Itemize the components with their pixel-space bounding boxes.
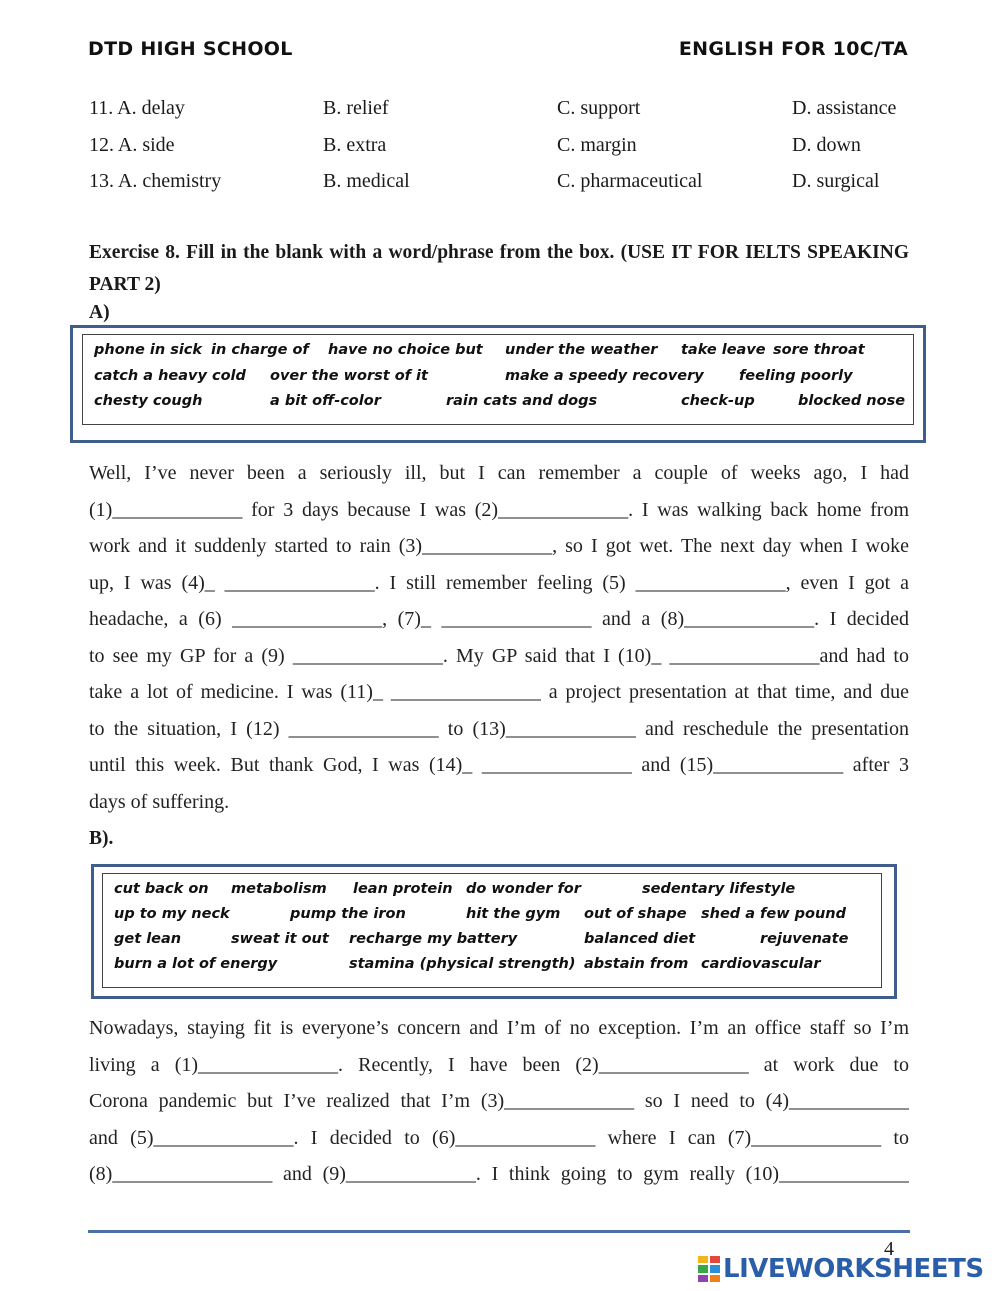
- word-chip: check-up: [681, 393, 755, 409]
- paragraph-line: living a (1)______________. Recently, I have been (2)_______________ at work due to: [89, 1053, 909, 1076]
- option-a: 12. A. side: [89, 134, 175, 156]
- option-a: 11. A. delay: [89, 97, 185, 119]
- section-a-label: A): [89, 302, 110, 323]
- word-chip: burn a lot of energy: [114, 956, 278, 972]
- word-chip: pump the iron: [290, 906, 406, 922]
- question-row-11: [0, 97, 1000, 127]
- word-chip: metabolism: [231, 881, 327, 897]
- word-chip: chesty cough: [94, 393, 203, 409]
- section-b-label: B).: [89, 828, 114, 849]
- paragraph-line: to see my GP for a (9) _______________. My GP said that I (10)_ _______________and had to: [89, 644, 909, 667]
- option-a: 13. A. chemistry: [89, 170, 222, 192]
- paragraph-line: take a lot of medicine. I was (11)_ _______________ a project presentation at that time, and due: [89, 681, 909, 703]
- paragraph-line: to the situation, I (12) _______________ to (13)_____________ and reschedule the presentation: [89, 717, 909, 740]
- word-chip: make a speedy recovery: [505, 368, 704, 384]
- paragraph-line: Nowadays, staying fit is everyone’s concern and I’m of no exception. I’m an office staff so I’m: [89, 1017, 909, 1039]
- word-chip: sweat it out: [231, 931, 329, 947]
- word-chip: hit the gym: [466, 906, 561, 922]
- option-d: D. down: [792, 134, 861, 156]
- liveworksheets-logo-icon: [698, 1256, 720, 1282]
- option-b: B. extra: [323, 134, 387, 156]
- word-chip: rain cats and dogs: [446, 393, 598, 409]
- word-chip: shed a few pound: [701, 906, 846, 922]
- section-a-paragraph: [89, 455, 909, 820]
- word-chip: catch a heavy cold: [94, 368, 246, 384]
- paragraph-line: Well, I’ve never been a seriously ill, but I can remember a couple of weeks ago, I had: [89, 462, 909, 484]
- question-row-12: [0, 134, 1000, 164]
- option-d: D. surgical: [792, 170, 880, 192]
- paragraph-line: days of suffering.: [89, 790, 230, 813]
- option-c: C. support: [557, 97, 641, 119]
- page-number: 4: [884, 1238, 894, 1260]
- word-chip: cardiovascular: [701, 956, 821, 972]
- option-c: C. margin: [557, 134, 637, 156]
- word-chip: sore throat: [773, 342, 865, 358]
- word-chip: stamina (physical strength): [349, 956, 576, 972]
- footer-divider: [88, 1230, 910, 1233]
- word-chip: in charge of: [211, 342, 309, 358]
- paragraph-line: Corona pandemic but I’ve realized that I’m (3)_____________ so I need to (4)____________: [89, 1090, 909, 1112]
- option-b: B. medical: [323, 170, 410, 192]
- paragraph-line: (1)_____________ for 3 days because I was (2)_____________. I was walking back home from: [89, 498, 909, 521]
- word-chip: have no choice but: [328, 342, 483, 358]
- exercise-title: Exercise 8. Fill in the blank with a word/phrase from the box. (USE IT FOR IELTS SPEAKING PART 2): [89, 242, 909, 295]
- paragraph-line: and (5)______________. I decided to (6)______________ where I can (7)_____________ to: [89, 1126, 909, 1149]
- word-chip: feeling poorly: [739, 368, 853, 384]
- section-b-paragraph: [89, 1010, 909, 1193]
- word-chip: do wonder for: [466, 881, 581, 897]
- word-chip: out of shape: [584, 906, 687, 922]
- word-chip: a bit off-color: [270, 393, 381, 409]
- word-chip: sedentary lifestyle: [642, 881, 796, 897]
- paragraph-line: until this week. But thank God, I was (14)_ _______________ and (15)_____________ after 3: [89, 754, 909, 776]
- question-row-13: [0, 170, 1000, 200]
- word-chip: cut back on: [114, 881, 209, 897]
- paragraph-line: (8)________________ and (9)_____________. I think going to gym really (10)_____________: [89, 1163, 909, 1185]
- word-chip: rejuvenate: [760, 931, 849, 947]
- word-chip: abstain from: [584, 956, 689, 972]
- word-chip: balanced diet: [584, 931, 696, 947]
- word-chip: take leave: [681, 342, 766, 358]
- option-c: C. pharmaceutical: [557, 170, 703, 192]
- word-chip: recharge my battery: [349, 931, 518, 947]
- word-chip: blocked nose: [798, 393, 906, 409]
- course-header: ENGLISH FOR 10C/TA: [678, 38, 908, 60]
- paragraph-line: up, I was (4)_ _______________. I still remember feeling (5) _______________, even I got a: [89, 571, 909, 594]
- option-d: D. assistance: [792, 97, 897, 119]
- word-chip: phone in sick: [94, 342, 203, 358]
- word-chip: under the weather: [505, 342, 658, 358]
- word-chip: up to my neck: [114, 906, 230, 922]
- school-header: DTD HIGH SCHOOL: [88, 38, 293, 60]
- brand-name: LIVEWORKSHEETS: [723, 1254, 984, 1284]
- liveworksheets-logo[interactable]: [698, 1253, 984, 1285]
- option-b: B. relief: [323, 97, 389, 119]
- word-chip: lean protein: [353, 881, 453, 897]
- word-chip: over the worst of it: [270, 368, 428, 384]
- paragraph-line: work and it suddenly started to rain (3)_____________, so I got wet. The next day when I woke: [89, 535, 909, 557]
- paragraph-line: headache, a (6) _______________, (7)_ _______________ and a (8)_____________. I decided: [89, 608, 909, 630]
- word-chip: get lean: [114, 931, 182, 947]
